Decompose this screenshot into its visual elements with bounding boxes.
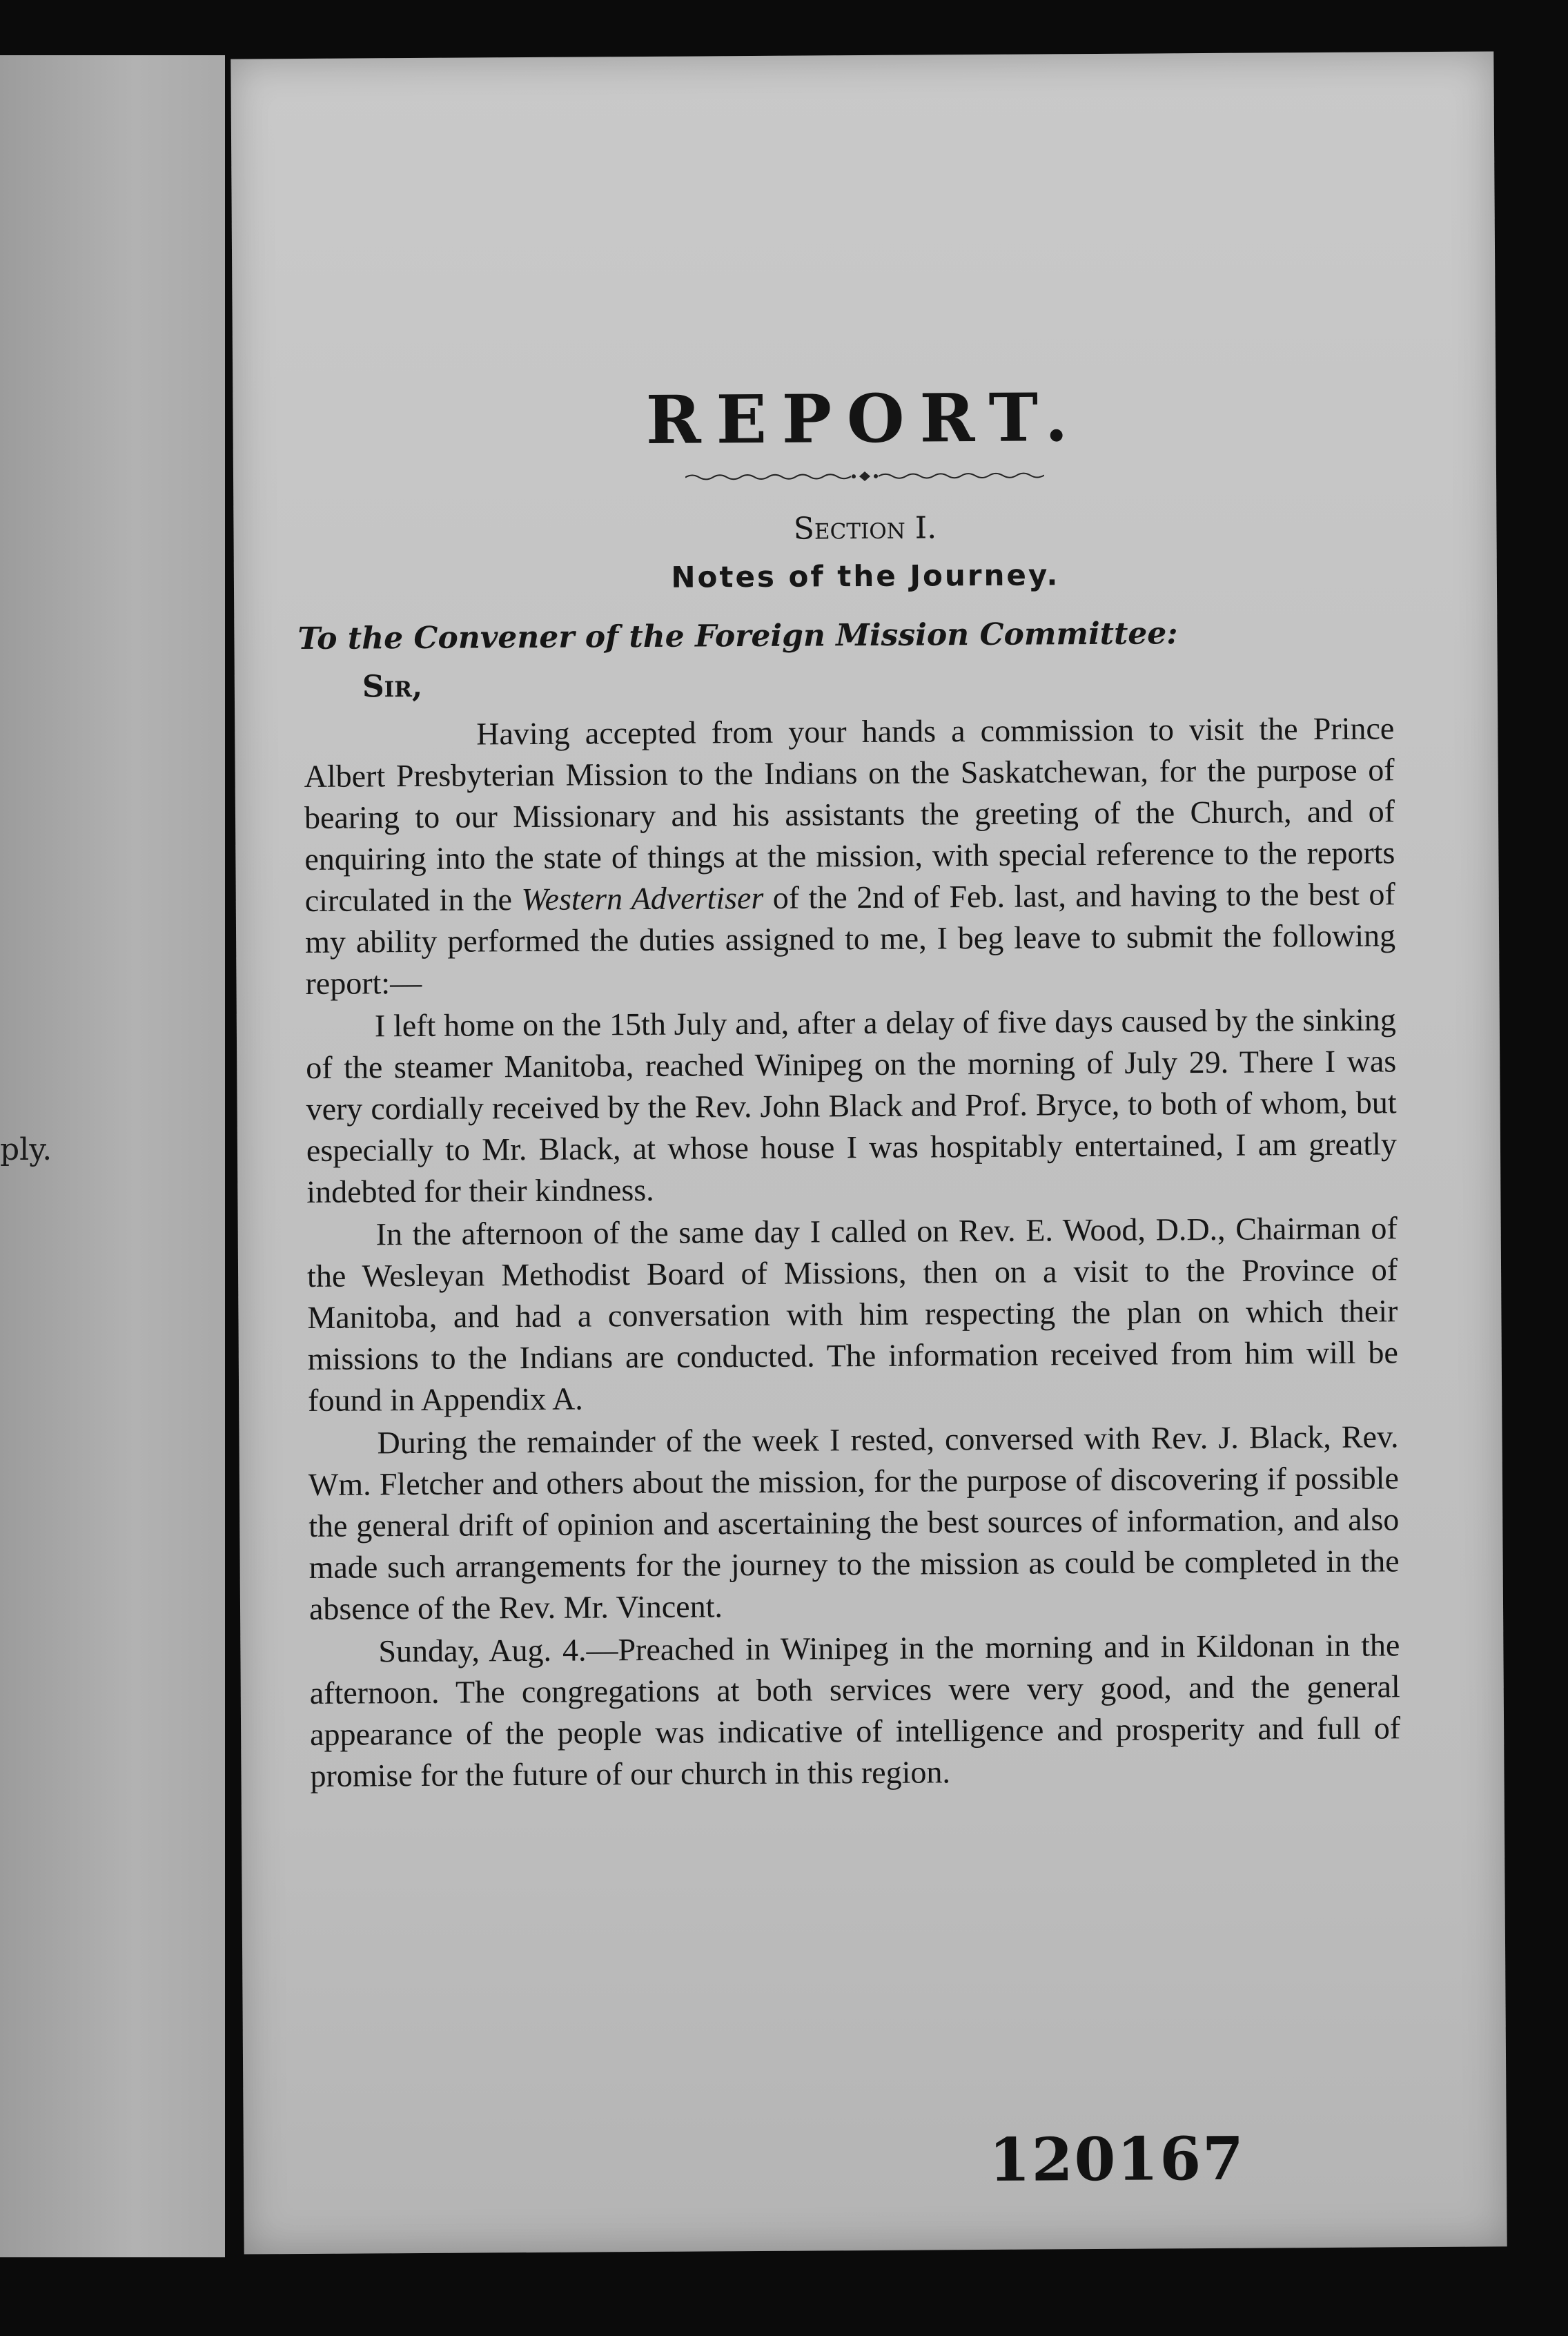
salutation: Sir, xyxy=(362,668,423,705)
report-body xyxy=(304,708,1401,1798)
section-label: Section I. xyxy=(793,510,937,547)
section-subtitle: Notes of the Journey. xyxy=(671,558,1060,594)
paragraph-2: I left home on the 15th July and, after a delay of five days caused by the sinking of the steamer Manitoba, reached Winipeg on the morning of July 29. There I was very cordially received by the Rev. John Black and Prof. Bryce, to both of whom, but especially to Mr. Black, at whose house I was hospitably entertained, I am greatly indebted for their kindness. xyxy=(306,1002,1398,1209)
paragraph-1 xyxy=(304,708,1396,1004)
paragraph-4: During the remainder of the week I rested, conversed with Rev. J. Black, Rev. Wm. Fletcher and others about the mission, for the purpose of discovering if possible the general drift of opinion and ascertaining the best sources of information, and also made such arrangements for the journey to the mission as could be completed in the absence of the Rev. Mr. Vincent. xyxy=(308,1419,1400,1626)
newspaper-title: Western Advertiser xyxy=(521,879,764,917)
paragraph-1-part-2: of the 2nd of Feb. last, and having to the best of my ability performed the duties assigned to me, I beg leave to submit the following report:— xyxy=(304,876,1396,1001)
paragraph-5: Sunday, Aug. 4.—Preached in Winipeg in the morning and in Kildonan in the afternoon. The congregations at both services were very good, and the general appearance of the people was indicative of intelligence and prosperity and full of promise for the future of our church in this region. xyxy=(309,1627,1401,1793)
paragraph-3: In the afternoon of the same day I called on Rev. E. Wood, D.D., Chairman of the Wesleyan Methodist Board of Missions, then on a visit to the Province of Manitoba, and had a conversation with him respecting the plan on which their missions to the Indians are conducted. The information received from him will be found in Appendix A. xyxy=(306,1210,1398,1418)
report-page xyxy=(231,51,1507,2254)
addressee-line: To the Convener of the Foreign Mission Committee: xyxy=(297,616,1178,657)
catalog-stamp-number: 120167 xyxy=(988,2123,1246,2195)
page-title: REPORT. xyxy=(645,378,1084,459)
left-facing-page xyxy=(0,55,225,2257)
paragraph-1-part-1: Having accepted from your hands a commission to visit the Prince Albert Presbyterian Mission to the Indians on the Saskatchewan, for the purpose of bearing to our Missionary and his assistants the greeting of the Church, and of enquiring into the state of things at the mission, with special reference to the reports circulated in the xyxy=(304,710,1395,918)
ornamental-rule xyxy=(685,468,1044,484)
left-page-fragment: ply. xyxy=(0,1132,52,1167)
